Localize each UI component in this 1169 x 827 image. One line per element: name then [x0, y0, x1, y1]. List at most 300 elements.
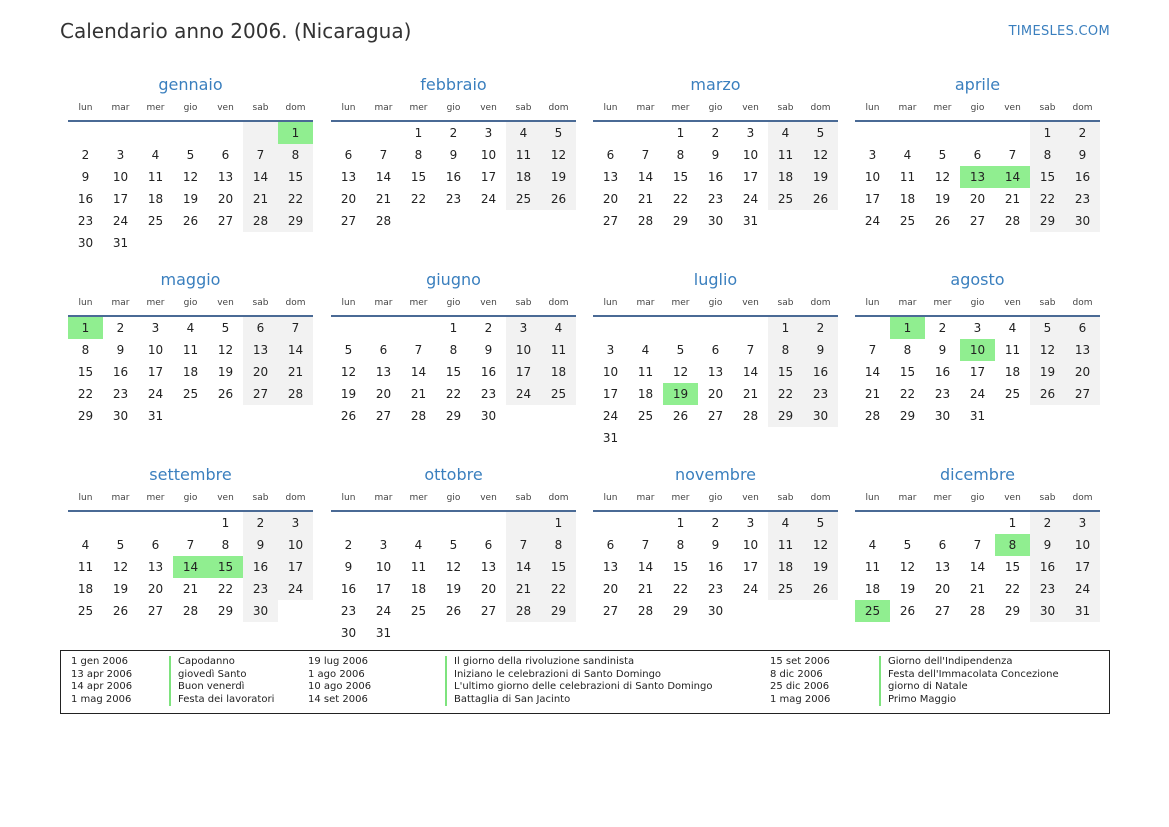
- day-cell: 24: [864, 214, 881, 228]
- page-title: Calendario anno 2006. (Nicaragua): [60, 19, 412, 43]
- weekday-label: sab: [252, 298, 269, 308]
- weekday-label: sab: [1039, 493, 1056, 503]
- day-cell: 8: [449, 343, 458, 357]
- day-cell: 22: [768, 383, 803, 405]
- day-cell: 8: [221, 538, 230, 552]
- day-cell: 2: [344, 538, 353, 552]
- weekday-label: mer: [146, 103, 165, 113]
- day-cell: 4: [506, 122, 541, 144]
- day-cell: 31: [112, 236, 129, 250]
- day-cell: 28: [278, 383, 313, 405]
- weekday-label: mar: [636, 493, 655, 503]
- day-cell: 6: [606, 148, 615, 162]
- day-cell: 2: [449, 126, 458, 140]
- day-cell: 27: [375, 409, 392, 423]
- day-cell: 26: [112, 604, 129, 618]
- month-name: ottobre: [424, 465, 483, 484]
- weekday-header: [855, 291, 1100, 317]
- weekday-label: sab: [515, 103, 532, 113]
- weekday-label: ven: [480, 103, 497, 113]
- day-cell: 20: [243, 361, 278, 383]
- day-cell: 15: [899, 365, 916, 379]
- day-cell: 14: [742, 365, 759, 379]
- weekday-label: sab: [515, 298, 532, 308]
- day-cell: 13: [243, 339, 278, 361]
- holiday-date: 1 mag 2006: [770, 693, 831, 705]
- weekday-label: mar: [898, 103, 917, 113]
- day-cell: 8: [1030, 144, 1065, 166]
- weekday-header: [331, 96, 576, 122]
- day-cell: 5: [449, 538, 458, 552]
- day-cell: 7: [243, 144, 278, 166]
- weekday-label: gio: [446, 298, 461, 308]
- day-cell: 10: [147, 343, 164, 357]
- day-cell: 16: [340, 582, 357, 596]
- weekday-label: ven: [742, 298, 759, 308]
- day-cell: 26: [445, 604, 462, 618]
- day-cell: 3: [484, 126, 493, 140]
- day-cell: 14: [375, 170, 392, 184]
- day-cell: 15: [77, 365, 94, 379]
- day-cell: 15: [278, 166, 313, 188]
- month-luglio: [593, 269, 838, 449]
- day-cell: 5: [344, 343, 353, 357]
- day-cell: 24: [1065, 578, 1100, 600]
- day-cell: 10: [960, 339, 995, 361]
- day-cell: 10: [112, 170, 129, 184]
- day-cell: 4: [641, 343, 650, 357]
- weekday-label: gio: [183, 493, 198, 503]
- day-cell: 12: [1030, 339, 1065, 361]
- day-cell: 24: [278, 578, 313, 600]
- weekday-label: lun: [603, 298, 618, 308]
- day-cell: 21: [1004, 192, 1021, 206]
- day-cell: 26: [899, 604, 916, 618]
- empty-day-cell: [890, 122, 925, 144]
- day-cell: 29: [672, 214, 689, 228]
- month-maggio: [68, 269, 313, 427]
- day-cell: 11: [410, 560, 427, 574]
- weekday-label: dom: [285, 298, 306, 308]
- day-cell: 4: [81, 538, 90, 552]
- day-cell: 7: [746, 343, 755, 357]
- holiday-date: 15 set 2006: [770, 656, 830, 667]
- weekday-label: lun: [865, 493, 880, 503]
- day-cell: 24: [375, 604, 392, 618]
- day-cell: 2: [81, 148, 90, 162]
- day-cell: 29: [672, 604, 689, 618]
- day-cell: 4: [903, 148, 912, 162]
- weekday-label: mar: [898, 298, 917, 308]
- day-cell: 1: [449, 321, 458, 335]
- day-cell: 23: [1065, 188, 1100, 210]
- day-cell: 26: [803, 188, 838, 210]
- day-cell: 25: [147, 214, 164, 228]
- day-cell: 19: [112, 582, 129, 596]
- day-cell: 1: [278, 122, 313, 144]
- weekday-label: ven: [742, 493, 759, 503]
- day-cell: 2: [484, 321, 493, 335]
- weekday-label: sab: [515, 493, 532, 503]
- day-cell: 10: [1065, 534, 1100, 556]
- day-cell: 5: [938, 148, 947, 162]
- day-cell: 24: [969, 387, 986, 401]
- day-cell: 27: [217, 214, 234, 228]
- day-cell: 12: [182, 170, 199, 184]
- weekday-label: gio: [708, 103, 723, 113]
- holiday-name: Il giorno della rivoluzione sandinista: [445, 656, 634, 669]
- day-cell: 14: [969, 560, 986, 574]
- day-cell: 14: [995, 166, 1030, 188]
- day-cell: 12: [541, 144, 576, 166]
- day-cell: 3: [151, 321, 160, 335]
- weekday-label: sab: [777, 298, 794, 308]
- day-cell: 24: [147, 387, 164, 401]
- day-cell: 9: [1065, 144, 1100, 166]
- day-cell: 6: [938, 538, 947, 552]
- day-cell: 5: [116, 538, 125, 552]
- day-cell: 28: [742, 409, 759, 423]
- holiday-name: L'ultimo giorno delle celebrazioni di Santo Domingo: [445, 681, 712, 694]
- day-cell: 4: [1008, 321, 1017, 335]
- weekday-header: [855, 96, 1100, 122]
- day-cell: 17: [1065, 556, 1100, 578]
- days-grid: [593, 317, 838, 449]
- day-cell: 2: [938, 321, 947, 335]
- day-cell: 19: [899, 582, 916, 596]
- day-cell: 17: [147, 365, 164, 379]
- weekday-label: lun: [78, 103, 93, 113]
- day-cell: 15: [1004, 560, 1021, 574]
- day-cell: 15: [410, 170, 427, 184]
- day-cell: 18: [1004, 365, 1021, 379]
- day-cell: 28: [410, 409, 427, 423]
- month-name: maggio: [160, 270, 221, 289]
- day-cell: 14: [243, 166, 278, 188]
- weekday-header: [593, 291, 838, 317]
- day-cell: 14: [410, 365, 427, 379]
- weekday-label: mar: [374, 298, 393, 308]
- holiday-name: giorno di Natale: [879, 681, 968, 694]
- day-cell: 4: [186, 321, 195, 335]
- day-cell: 30: [934, 409, 951, 423]
- day-cell: 1: [414, 126, 423, 140]
- days-grid: [331, 512, 576, 644]
- empty-day-cell: [925, 122, 960, 144]
- day-cell: 5: [676, 343, 685, 357]
- day-cell: 8: [278, 144, 313, 166]
- day-cell: 21: [506, 578, 541, 600]
- day-cell: 20: [1065, 361, 1100, 383]
- day-cell: 13: [602, 170, 619, 184]
- day-cell: 26: [934, 214, 951, 228]
- day-cell: 17: [864, 192, 881, 206]
- day-cell: 25: [541, 383, 576, 405]
- day-cell: 19: [934, 192, 951, 206]
- weekday-label: mar: [636, 103, 655, 113]
- day-cell: 4: [768, 512, 803, 534]
- weekday-label: gio: [708, 298, 723, 308]
- day-cell: 23: [803, 383, 838, 405]
- day-cell: 22: [541, 578, 576, 600]
- empty-day-cell: [506, 512, 541, 534]
- day-cell: 22: [672, 582, 689, 596]
- day-cell: 11: [637, 365, 654, 379]
- day-cell: 29: [278, 210, 313, 232]
- empty-day-cell: [138, 512, 173, 534]
- day-cell: 11: [768, 534, 803, 556]
- weekday-label: ven: [217, 298, 234, 308]
- empty-day-cell: [103, 122, 138, 144]
- day-cell: 29: [768, 405, 803, 427]
- day-cell: 31: [969, 409, 986, 423]
- day-cell: 16: [1030, 556, 1065, 578]
- day-cell: 30: [707, 214, 724, 228]
- day-cell: 26: [541, 188, 576, 210]
- day-cell: 10: [864, 170, 881, 184]
- day-cell: 10: [278, 534, 313, 556]
- day-cell: 3: [606, 343, 615, 357]
- day-cell: 30: [112, 409, 129, 423]
- day-cell: 30: [803, 405, 838, 427]
- day-cell: 18: [768, 556, 803, 578]
- day-cell: 31: [375, 626, 392, 640]
- month-name: agosto: [950, 270, 1005, 289]
- weekday-label: ven: [1004, 103, 1021, 113]
- day-cell: 1: [1008, 516, 1017, 530]
- day-cell: 18: [637, 387, 654, 401]
- day-cell: 7: [641, 148, 650, 162]
- month-novembre: [593, 464, 838, 622]
- day-cell: 22: [1030, 188, 1065, 210]
- day-cell: 18: [541, 361, 576, 383]
- day-cell: 25: [768, 578, 803, 600]
- day-cell: 24: [742, 192, 759, 206]
- weekday-label: mer: [933, 103, 952, 113]
- day-cell: 19: [217, 365, 234, 379]
- weekday-label: mer: [146, 298, 165, 308]
- day-cell: 27: [969, 214, 986, 228]
- day-cell: 10: [375, 560, 392, 574]
- day-cell: 7: [379, 148, 388, 162]
- weekday-label: mer: [671, 298, 690, 308]
- day-cell: 17: [602, 387, 619, 401]
- weekday-header: [855, 486, 1100, 512]
- day-cell: 16: [803, 361, 838, 383]
- day-cell: 22: [77, 387, 94, 401]
- day-cell: 5: [803, 122, 838, 144]
- day-cell: 13: [147, 560, 164, 574]
- holiday-name: giovedì Santo: [169, 669, 246, 682]
- day-cell: 30: [707, 604, 724, 618]
- holiday-date: 14 apr 2006: [71, 681, 133, 693]
- holiday-date: 10 ago 2006: [308, 681, 372, 693]
- day-cell: 1: [676, 516, 685, 530]
- day-cell: 27: [707, 409, 724, 423]
- day-cell: 3: [746, 126, 755, 140]
- empty-day-cell: [173, 122, 208, 144]
- day-cell: 29: [217, 604, 234, 618]
- holiday-date: 25 dic 2006: [770, 681, 830, 693]
- day-cell: 19: [803, 166, 838, 188]
- day-cell: 13: [375, 365, 392, 379]
- empty-day-cell: [855, 122, 890, 144]
- day-cell: 1: [221, 516, 230, 530]
- day-cell: 11: [77, 560, 94, 574]
- day-cell: 6: [711, 343, 720, 357]
- day-cell: 16: [1065, 166, 1100, 188]
- day-cell: 11: [899, 170, 916, 184]
- day-cell: 23: [934, 387, 951, 401]
- holiday-date: 1 mag 2006: [71, 693, 132, 705]
- day-cell: 28: [864, 409, 881, 423]
- day-cell: 4: [768, 122, 803, 144]
- weekday-label: dom: [285, 103, 306, 113]
- day-cell: 15: [208, 556, 243, 578]
- day-cell: 23: [480, 387, 497, 401]
- month-name: gennaio: [158, 75, 223, 94]
- day-cell: 7: [641, 538, 650, 552]
- day-cell: 13: [217, 170, 234, 184]
- weekday-label: sab: [252, 103, 269, 113]
- month-name: aprile: [954, 75, 1001, 94]
- empty-day-cell: [401, 512, 436, 534]
- weekday-label: dom: [1072, 493, 1093, 503]
- day-cell: 14: [637, 170, 654, 184]
- day-cell: 29: [1004, 604, 1021, 618]
- day-cell: 8: [903, 343, 912, 357]
- brand-link[interactable]: TIMESLES.COM: [1008, 24, 1110, 39]
- day-cell: 12: [112, 560, 129, 574]
- holiday-date: 13 apr 2006: [71, 668, 133, 680]
- day-cell: 13: [934, 560, 951, 574]
- weekday-header: [331, 291, 576, 317]
- day-cell: 6: [151, 538, 160, 552]
- day-cell: 8: [676, 148, 685, 162]
- day-cell: 21: [637, 192, 654, 206]
- day-cell: 23: [707, 192, 724, 206]
- day-cell: 9: [938, 343, 947, 357]
- day-cell: 16: [480, 365, 497, 379]
- day-cell: 6: [606, 538, 615, 552]
- day-cell: 3: [1065, 512, 1100, 534]
- holiday-name: Buon venerdì: [169, 681, 244, 694]
- weekday-label: dom: [548, 493, 569, 503]
- weekday-label: gio: [183, 103, 198, 113]
- day-cell: 6: [344, 148, 353, 162]
- day-cell: 10: [742, 148, 759, 162]
- weekday-label: dom: [810, 298, 831, 308]
- weekday-label: lun: [603, 103, 618, 113]
- day-cell: 12: [934, 170, 951, 184]
- day-cell: 14: [637, 560, 654, 574]
- day-cell: 2: [1030, 512, 1065, 534]
- day-cell: 8: [81, 343, 90, 357]
- empty-day-cell: [628, 512, 663, 534]
- weekday-label: sab: [1039, 298, 1056, 308]
- month-febbraio: [331, 74, 576, 232]
- month-name: settembre: [149, 465, 232, 484]
- day-cell: 25: [1004, 387, 1021, 401]
- days-grid: [593, 512, 838, 622]
- day-cell: 19: [803, 556, 838, 578]
- empty-day-cell: [366, 512, 401, 534]
- day-cell: 18: [768, 166, 803, 188]
- empty-day-cell: [855, 317, 890, 339]
- day-cell: 4: [414, 538, 423, 552]
- holiday-date: 8 dic 2006: [770, 668, 823, 680]
- month-settembre: [68, 464, 313, 622]
- day-cell: 28: [506, 600, 541, 622]
- weekday-label: gio: [183, 298, 198, 308]
- day-cell: 22: [410, 192, 427, 206]
- day-cell: 26: [672, 409, 689, 423]
- empty-day-cell: [733, 317, 768, 339]
- weekday-label: sab: [252, 493, 269, 503]
- holiday-legend: [60, 650, 1110, 714]
- day-cell: 10: [742, 538, 759, 552]
- day-cell: 12: [672, 365, 689, 379]
- day-cell: 24: [602, 409, 619, 423]
- weekday-label: mer: [933, 493, 952, 503]
- weekday-label: mar: [636, 298, 655, 308]
- holiday-date: 14 set 2006: [308, 693, 368, 705]
- day-cell: 25: [410, 604, 427, 618]
- day-cell: 3: [746, 516, 755, 530]
- weekday-label: dom: [1072, 298, 1093, 308]
- day-cell: 11: [864, 560, 881, 574]
- day-cell: 25: [506, 188, 541, 210]
- weekday-label: lun: [341, 493, 356, 503]
- day-cell: 22: [899, 387, 916, 401]
- day-cell: 9: [711, 538, 720, 552]
- day-cell: 19: [1030, 361, 1065, 383]
- day-cell: 15: [1030, 166, 1065, 188]
- day-cell: 13: [960, 166, 995, 188]
- day-cell: 11: [1004, 343, 1021, 357]
- day-cell: 28: [969, 604, 986, 618]
- weekday-label: lun: [341, 298, 356, 308]
- weekday-label: ven: [217, 493, 234, 503]
- day-cell: 9: [344, 560, 353, 574]
- weekday-label: lun: [603, 493, 618, 503]
- day-cell: 12: [340, 365, 357, 379]
- holiday-name: Capodanno: [169, 656, 235, 669]
- empty-day-cell: [138, 122, 173, 144]
- day-cell: 7: [278, 317, 313, 339]
- month-name: febbraio: [420, 75, 487, 94]
- day-cell: 3: [868, 148, 877, 162]
- day-cell: 31: [147, 409, 164, 423]
- day-cell: 14: [173, 556, 208, 578]
- weekday-header: [331, 486, 576, 512]
- weekday-label: gio: [446, 103, 461, 113]
- day-cell: 18: [410, 582, 427, 596]
- day-cell: 23: [112, 387, 129, 401]
- day-cell: 21: [278, 361, 313, 383]
- day-cell: 18: [506, 166, 541, 188]
- day-cell: 18: [77, 582, 94, 596]
- day-cell: 23: [340, 604, 357, 618]
- day-cell: 7: [868, 343, 877, 357]
- day-cell: 29: [899, 409, 916, 423]
- day-cell: 9: [449, 148, 458, 162]
- day-cell: 16: [707, 560, 724, 574]
- day-cell: 5: [903, 538, 912, 552]
- day-cell: 24: [742, 582, 759, 596]
- empty-day-cell: [995, 122, 1030, 144]
- day-cell: 27: [243, 383, 278, 405]
